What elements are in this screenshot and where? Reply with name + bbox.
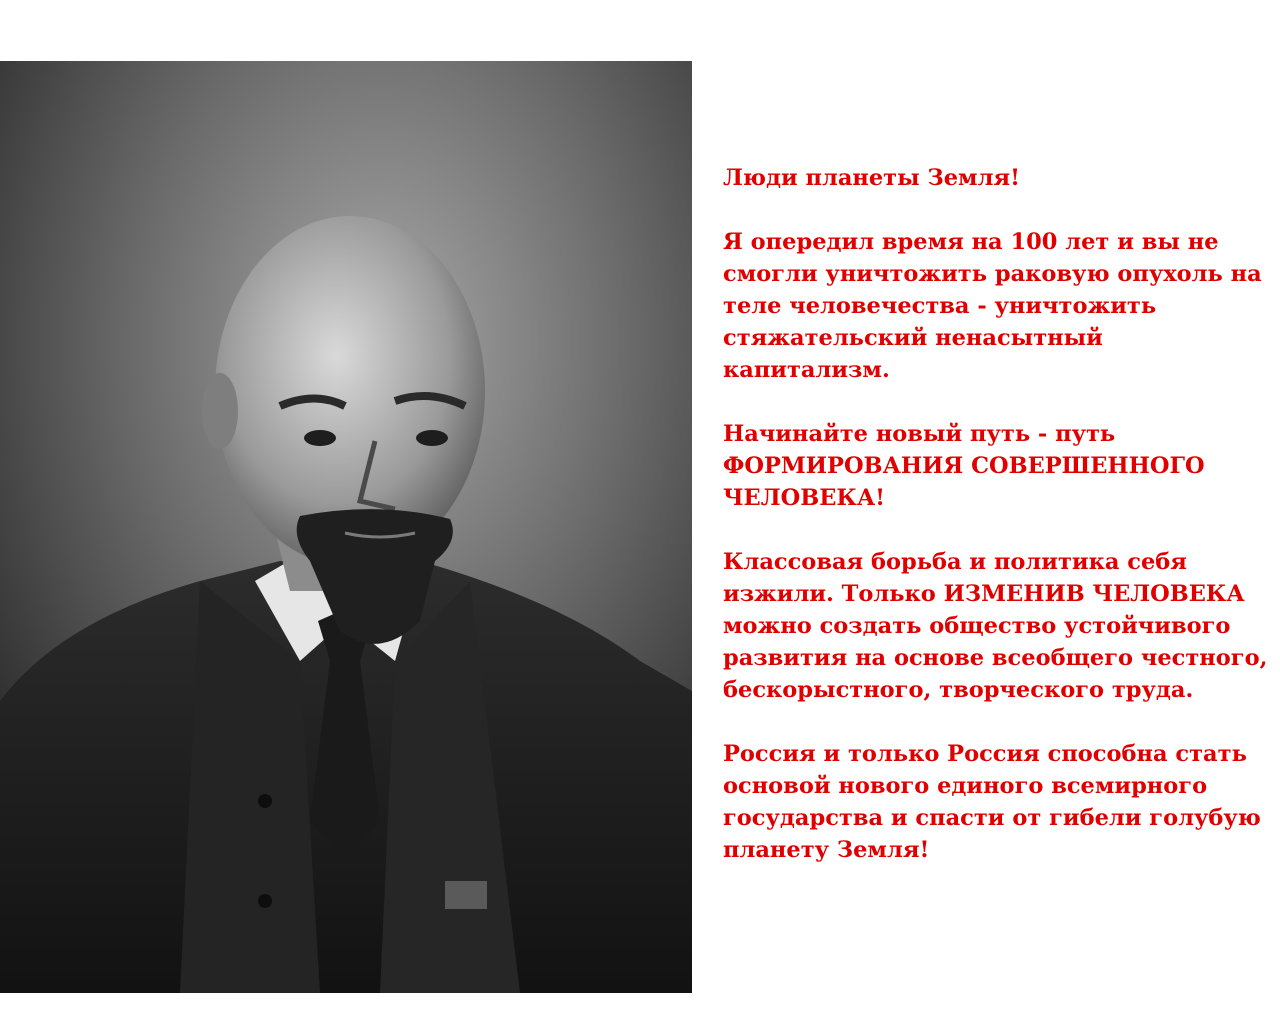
message-paragraph-4: Россия и только Россия способна стать основой нового единого всемирного государства и спасти от гибели голубую планету Земля!: [723, 741, 1261, 863]
message-paragraph-1: Я опередил время на 100 лет и вы не смогли уничтожить раковую опухоль на теле человечества - уничтожить стяжательский ненасытный капитализм.: [723, 229, 1262, 383]
message-paragraph-3: Классовая борьба и политика себя изжили. Только ИЗМЕНИВ ЧЕЛОВЕКА можно создать общество устойчивого развития на основе всеобщего честного, бескорыстного, творческого труда.: [723, 549, 1268, 703]
portrait-photo: [0, 61, 692, 993]
message-text: [723, 162, 1273, 898]
message-paragraph-2: Начинайте новый путь - путь ФОРМИРОВАНИЯ СОВЕРШЕННОГО ЧЕЛОВЕКА!: [723, 421, 1205, 511]
message-greeting: Люди планеты Земля!: [723, 165, 1020, 191]
